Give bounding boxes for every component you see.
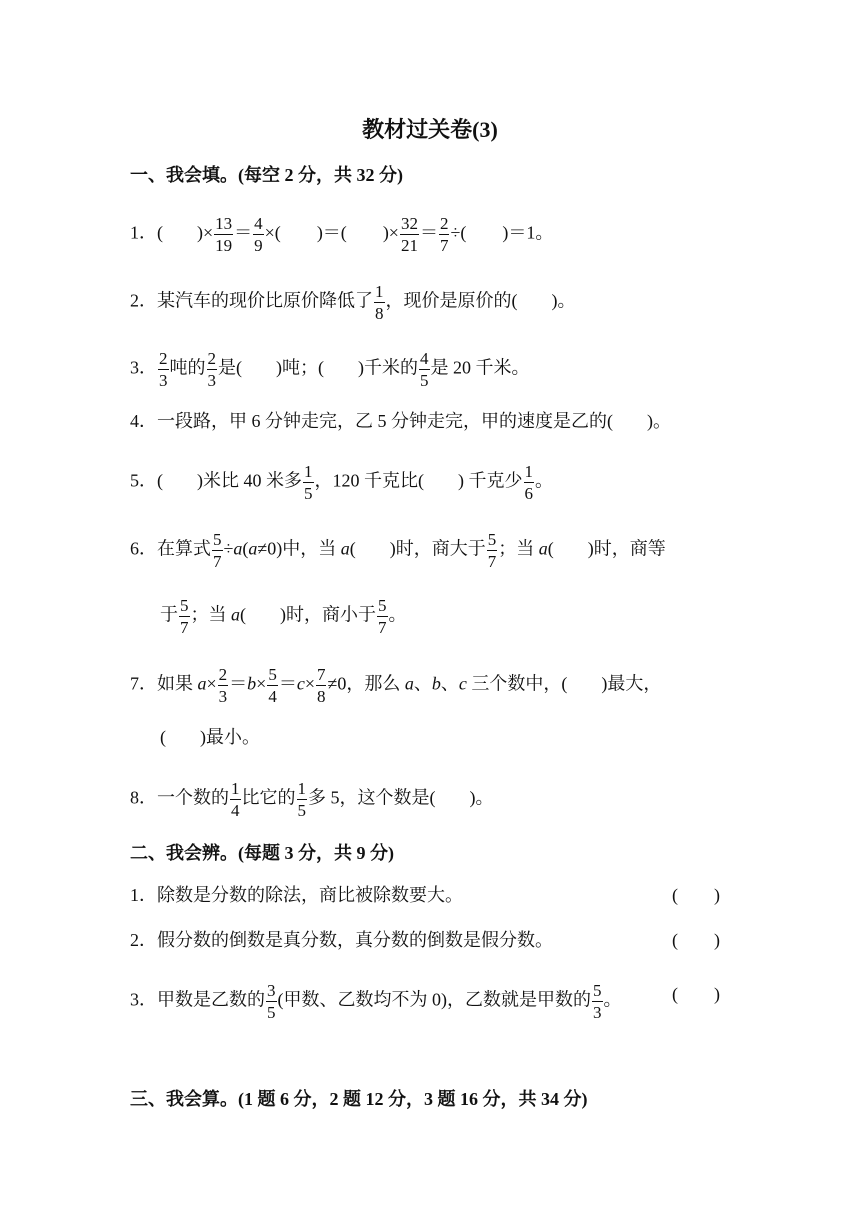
fraction: $\frac{1}{8}$ xyxy=(375,282,384,323)
fraction: $\frac{5}{7}$ xyxy=(487,530,497,571)
answer-paren-2-1: ( ) xyxy=(672,885,720,905)
question-1-1: 1．( )× $\frac{13}{19}$ ＝ $\frac{4}{9}$ ×( )＝( )× $\frac{32}{21}$ ＝ $\frac{2}{7}$ ÷( )＝1。 xyxy=(130,214,554,255)
question-1-7: 7．如果 a× $\frac{2}{3}$ ＝b× $\frac{5}{4}$ ＝c× $\frac{7}{8}$ ≠0，那么 a、b、c 三个数中，( )最大， xyxy=(130,665,662,706)
question-2-3: 3．甲数是乙数的 $\frac{3}{5}$ (甲数、乙数均不为 0)，乙数就是甲数的 $\frac{5}{3}$ 。 xyxy=(130,981,622,1022)
fraction: $\frac{4}{5}$ xyxy=(420,349,429,390)
question-1-5: 5．( )米比 40 米多 $\frac{1}{5}$ ，120 千克比( ) 千克少 $\frac{1}{6}$ 。 xyxy=(130,462,553,503)
fraction: $\frac{1}{5}$ xyxy=(304,462,313,503)
fraction: $\frac{5}{4}$ xyxy=(268,665,277,706)
answer-paren-2-3: ( ) xyxy=(672,984,720,1004)
question-1-6: 6．在算式 $\frac{5}{7}$ ÷a(a≠0)中，当 a( )时，商大于 $\frac{5}{7}$ ；当 a( )时，商等 xyxy=(130,530,666,571)
page-title: 教材过关卷(3) xyxy=(362,117,498,142)
fraction: $\frac{2}{3}$ xyxy=(159,349,168,390)
fraction: $\frac{1}{4}$ xyxy=(231,779,240,820)
question-1-8: 8．一个数的 $\frac{1}{4}$ 比它的 $\frac{1}{5}$ 多 5，这个数是( )。 xyxy=(130,779,494,820)
fraction: $\frac{32}{21}$ xyxy=(400,214,418,255)
fraction: $\frac{2}{3}$ xyxy=(207,349,216,390)
question-2-1: 1．除数是分数的除法，商比被除数要大。 xyxy=(130,885,463,905)
fraction: $\frac{2}{3}$ xyxy=(218,665,228,706)
section-1-heading: 一、我会填。(每空 2 分，共 32 分) xyxy=(130,165,403,185)
fraction: $\frac{5}{7}$ xyxy=(213,530,222,571)
section-3-heading: 三、我会算。(1 题 6 分，2 题 12 分，3 题 16 分，共 34 分) xyxy=(130,1089,588,1109)
fraction: $\frac{1}{5}$ xyxy=(297,779,306,820)
fraction: $\frac{1}{6}$ xyxy=(524,462,533,503)
fraction: $\frac{13}{19}$ xyxy=(215,214,233,255)
question-1-3: 3． $\frac{2}{3}$ 吨的 $\frac{2}{3}$ 是( )吨；( )千米的 $\frac{4}{5}$ 是 20 千米。 xyxy=(130,349,530,390)
fraction: $\frac{4}{9}$ xyxy=(254,214,263,255)
fraction: $\frac{5}{7}$ xyxy=(378,596,387,637)
question-1-6-line-2: 于 $\frac{5}{7}$ ；当 a( )时，商小于 $\frac{5}{7}$ 。 xyxy=(160,596,407,637)
question-1-4: 4．一段路，甲 6 分钟走完，乙 5 分钟走完，甲的速度是乙的( )。 xyxy=(130,411,671,431)
fraction: $\frac{7}{8}$ xyxy=(316,665,326,706)
fraction: $\frac{5}{3}$ xyxy=(593,981,602,1022)
fraction: $\frac{5}{7}$ xyxy=(180,596,189,637)
question-1-2: 2．某汽车的现价比原价降低了 $\frac{1}{8}$ ，现价是原价的( )。 xyxy=(130,282,576,323)
fraction: $\frac{2}{7}$ xyxy=(439,214,449,255)
fraction: $\frac{3}{5}$ xyxy=(267,981,276,1022)
question-2-2: 2．假分数的倒数是真分数，真分数的倒数是假分数。 xyxy=(130,930,553,950)
question-1-7-line-2: ( )最小。 xyxy=(160,727,260,747)
section-2-heading: 二、我会辨。(每题 3 分，共 9 分) xyxy=(130,843,394,863)
answer-paren-2-2: ( ) xyxy=(672,930,720,950)
